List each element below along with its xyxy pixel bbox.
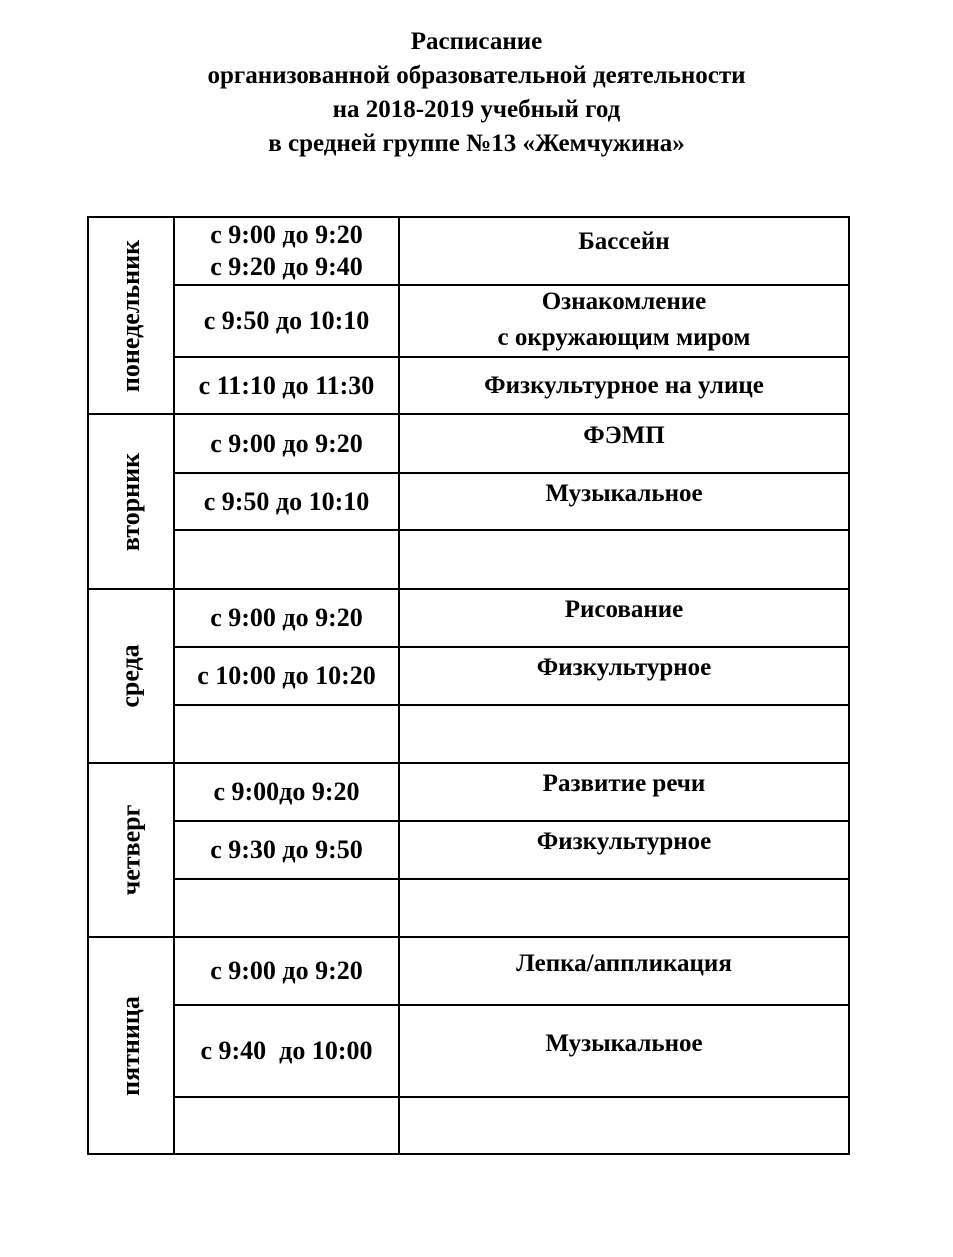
activity-cell: Музыкальное bbox=[545, 480, 703, 507]
time-cell bbox=[175, 764, 398, 820]
document-subtitle-group: в средней группе №13 «Жемчужина» bbox=[268, 130, 685, 157]
day-label-wednesday-cell bbox=[89, 590, 173, 762]
activity-cell: Музыкальное bbox=[545, 1030, 703, 1057]
time-cell bbox=[175, 938, 398, 1004]
time-slot: с 9:00 до 9:20 bbox=[210, 603, 363, 632]
document-title: Расписание bbox=[410, 28, 543, 55]
row-separator bbox=[398, 878, 850, 880]
row-separator bbox=[398, 646, 850, 648]
activity-cell: Физкультурное bbox=[536, 654, 712, 681]
row-separator bbox=[173, 704, 400, 706]
activity-cell: Лепка/аппликация bbox=[516, 950, 732, 977]
day-label-monday-cell bbox=[89, 218, 173, 413]
row-separator bbox=[398, 704, 850, 706]
day-label-friday-cell bbox=[89, 938, 173, 1153]
day-label-friday: пятница bbox=[116, 995, 146, 1096]
time-slot: с 9:00 до 9:20 bbox=[210, 428, 363, 458]
day-label-tuesday: вторник bbox=[116, 452, 146, 551]
time-slot: с 9:50 до 10:10 bbox=[203, 486, 370, 516]
activity-line: Ознакомление bbox=[541, 288, 707, 315]
day-label-wednesday: среда bbox=[115, 644, 145, 708]
time-slot: с 9:40 до 10:00 bbox=[200, 1036, 373, 1065]
activity-cell: Рисование bbox=[564, 596, 684, 623]
time-slot: с 9:00 до 9:20 bbox=[210, 956, 363, 985]
activity-cell: Физкультурное на улице bbox=[484, 372, 764, 399]
time-cell bbox=[175, 218, 398, 284]
document-subtitle-year: на 2018-2019 учебный год bbox=[332, 96, 621, 123]
time-cell bbox=[175, 648, 398, 704]
activity-cell: Развитие речи bbox=[542, 770, 706, 797]
activity-cell: Физкультурное bbox=[536, 828, 712, 855]
row-separator bbox=[398, 472, 850, 474]
activity-line: с окружающим миром bbox=[497, 324, 751, 351]
row-separator bbox=[398, 356, 850, 358]
time-cell bbox=[175, 415, 398, 472]
time-slot: с 10:00 до 10:20 bbox=[197, 661, 376, 690]
row-separator bbox=[398, 1096, 850, 1098]
time-slot: с 9:00 до 9:20 bbox=[210, 220, 363, 249]
time-cell bbox=[175, 590, 398, 646]
day-label-tuesday-cell bbox=[89, 415, 173, 588]
day-label-monday: понедельник bbox=[116, 239, 146, 392]
time-slot: с 11:10 до 11:30 bbox=[198, 370, 375, 400]
time-cell bbox=[175, 822, 398, 878]
time-cell bbox=[175, 474, 398, 529]
row-separator bbox=[173, 529, 400, 531]
row-separator bbox=[173, 1096, 400, 1098]
row-separator bbox=[398, 820, 850, 822]
time-slot: с 9:30 до 9:50 bbox=[210, 835, 363, 864]
day-label-thursday-cell bbox=[89, 764, 173, 936]
document-subtitle-activity: организованной образовательной деятельности bbox=[207, 62, 746, 89]
time-slot: с 9:00до 9:20 bbox=[213, 777, 360, 806]
row-separator bbox=[398, 529, 850, 531]
day-label-thursday: четверг bbox=[116, 804, 146, 896]
row-separator bbox=[398, 1004, 850, 1006]
activity-cell: ФЭМП bbox=[583, 422, 665, 449]
time-cell bbox=[175, 1006, 398, 1096]
activity-cell bbox=[400, 284, 848, 356]
time-cell bbox=[175, 358, 398, 413]
time-cell bbox=[175, 286, 398, 356]
activity-cell: Бассейн bbox=[578, 228, 670, 255]
time-slot: с 9:20 до 9:40 bbox=[210, 252, 363, 281]
row-separator bbox=[173, 878, 400, 880]
time-slot: с 9:50 до 10:10 bbox=[203, 306, 370, 335]
